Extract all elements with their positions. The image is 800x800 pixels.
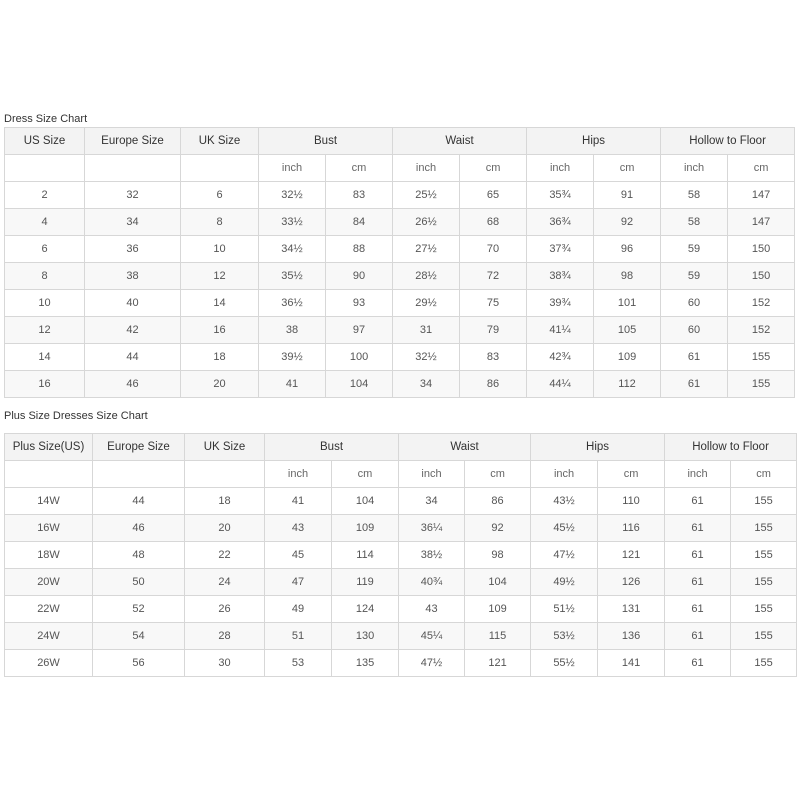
table-cell: 104 bbox=[332, 488, 399, 515]
table-row bbox=[5, 650, 797, 677]
table-cell: 48 bbox=[93, 542, 185, 569]
table-cell: 100 bbox=[326, 344, 393, 371]
table-cell: 115 bbox=[465, 623, 531, 650]
unit-cell-blank bbox=[185, 461, 265, 488]
table-cell: 36½ bbox=[259, 290, 326, 317]
unit-cell-blank bbox=[181, 155, 259, 182]
table-cell: 124 bbox=[332, 596, 399, 623]
table-cell: 119 bbox=[332, 569, 399, 596]
table-cell: 61 bbox=[665, 515, 731, 542]
table-cell: 38 bbox=[85, 263, 181, 290]
table-cell: 59 bbox=[661, 236, 728, 263]
unit-cm: cm bbox=[594, 155, 661, 182]
table-row bbox=[5, 371, 795, 398]
table-cell: 51 bbox=[265, 623, 332, 650]
table-cell: 45¼ bbox=[399, 623, 465, 650]
table-cell: 104 bbox=[465, 569, 531, 596]
unit-cm: cm bbox=[731, 461, 797, 488]
unit-cm: cm bbox=[598, 461, 665, 488]
table-cell: 152 bbox=[728, 290, 795, 317]
table-cell: 86 bbox=[465, 488, 531, 515]
table-cell: 8 bbox=[5, 263, 85, 290]
table-cell: 33½ bbox=[259, 209, 326, 236]
table-cell: 97 bbox=[326, 317, 393, 344]
table-cell: 91 bbox=[594, 182, 661, 209]
column-header: UK Size bbox=[185, 434, 265, 461]
unit-cm: cm bbox=[465, 461, 531, 488]
table-cell: 61 bbox=[665, 596, 731, 623]
table-cell: 61 bbox=[661, 344, 728, 371]
table-cell: 47 bbox=[265, 569, 332, 596]
table-cell: 70 bbox=[460, 236, 527, 263]
plus-size-chart-title: Plus Size Dresses Size Chart bbox=[4, 410, 148, 422]
column-header: UK Size bbox=[181, 128, 259, 155]
table-cell: 61 bbox=[665, 488, 731, 515]
table-cell: 28 bbox=[185, 623, 265, 650]
table-cell: 47½ bbox=[399, 650, 465, 677]
table-cell: 150 bbox=[728, 236, 795, 263]
table-cell: 37¾ bbox=[527, 236, 594, 263]
table-cell: 27½ bbox=[393, 236, 460, 263]
table-cell: 39¾ bbox=[527, 290, 594, 317]
column-header: Waist bbox=[393, 128, 527, 155]
table-cell: 45½ bbox=[531, 515, 598, 542]
table-cell: 12 bbox=[5, 317, 85, 344]
table-cell: 34 bbox=[399, 488, 465, 515]
table-cell: 46 bbox=[93, 515, 185, 542]
table-cell: 93 bbox=[326, 290, 393, 317]
table-cell: 29½ bbox=[393, 290, 460, 317]
table-cell: 49½ bbox=[531, 569, 598, 596]
table-cell: 109 bbox=[332, 515, 399, 542]
table-cell: 16 bbox=[5, 371, 85, 398]
table-cell: 35¾ bbox=[527, 182, 594, 209]
table-cell: 36 bbox=[85, 236, 181, 263]
table-cell: 40¾ bbox=[399, 569, 465, 596]
table-cell: 14 bbox=[5, 344, 85, 371]
table-cell: 16 bbox=[181, 317, 259, 344]
table-cell: 116 bbox=[598, 515, 665, 542]
table-cell: 26 bbox=[185, 596, 265, 623]
table-cell: 61 bbox=[665, 623, 731, 650]
table-cell: 92 bbox=[465, 515, 531, 542]
table-row bbox=[5, 317, 795, 344]
table-cell: 35½ bbox=[259, 263, 326, 290]
table-cell: 112 bbox=[594, 371, 661, 398]
table-cell: 155 bbox=[728, 344, 795, 371]
table-cell: 46 bbox=[85, 371, 181, 398]
table-cell: 72 bbox=[460, 263, 527, 290]
table-cell: 26½ bbox=[393, 209, 460, 236]
table-cell: 60 bbox=[661, 290, 728, 317]
table-cell: 44 bbox=[85, 344, 181, 371]
table-cell: 14 bbox=[181, 290, 259, 317]
table-cell: 25½ bbox=[393, 182, 460, 209]
table-cell: 105 bbox=[594, 317, 661, 344]
unit-cm: cm bbox=[326, 155, 393, 182]
table-cell: 155 bbox=[731, 542, 797, 569]
table-cell: 20 bbox=[185, 515, 265, 542]
table-cell: 88 bbox=[326, 236, 393, 263]
table-cell: 121 bbox=[598, 542, 665, 569]
table-cell: 121 bbox=[465, 650, 531, 677]
table-row bbox=[5, 596, 797, 623]
table-row bbox=[5, 515, 797, 542]
table-cell: 65 bbox=[460, 182, 527, 209]
table-row bbox=[5, 182, 795, 209]
column-header: Europe Size bbox=[85, 128, 181, 155]
table-cell: 10 bbox=[181, 236, 259, 263]
table-cell: 22 bbox=[185, 542, 265, 569]
table-cell: 98 bbox=[465, 542, 531, 569]
table-cell: 42 bbox=[85, 317, 181, 344]
table-cell: 39½ bbox=[259, 344, 326, 371]
column-header: Bust bbox=[259, 128, 393, 155]
table-cell: 60 bbox=[661, 317, 728, 344]
unit-cm: cm bbox=[728, 155, 795, 182]
table-row bbox=[5, 569, 797, 596]
table-cell: 109 bbox=[465, 596, 531, 623]
table-cell: 54 bbox=[93, 623, 185, 650]
table-cell: 34½ bbox=[259, 236, 326, 263]
table-cell: 36¾ bbox=[527, 209, 594, 236]
column-header: Hips bbox=[527, 128, 661, 155]
table-cell: 38¾ bbox=[527, 263, 594, 290]
table-cell: 38 bbox=[259, 317, 326, 344]
table-cell: 61 bbox=[665, 650, 731, 677]
table-cell: 38½ bbox=[399, 542, 465, 569]
column-header: US Size bbox=[5, 128, 85, 155]
table-cell: 20W bbox=[5, 569, 93, 596]
table-cell: 92 bbox=[594, 209, 661, 236]
table-cell: 61 bbox=[661, 371, 728, 398]
table-cell: 79 bbox=[460, 317, 527, 344]
table-cell: 68 bbox=[460, 209, 527, 236]
table-cell: 152 bbox=[728, 317, 795, 344]
table-cell: 75 bbox=[460, 290, 527, 317]
table-cell: 10 bbox=[5, 290, 85, 317]
table-cell: 26W bbox=[5, 650, 93, 677]
unit-cell-blank bbox=[93, 461, 185, 488]
table-cell: 14W bbox=[5, 488, 93, 515]
unit-inch: inch bbox=[531, 461, 598, 488]
table-cell: 43 bbox=[399, 596, 465, 623]
table-cell: 52 bbox=[93, 596, 185, 623]
table-cell: 40 bbox=[85, 290, 181, 317]
unit-cell-blank bbox=[85, 155, 181, 182]
table-cell: 155 bbox=[728, 371, 795, 398]
table-cell: 47½ bbox=[531, 542, 598, 569]
table-cell: 6 bbox=[5, 236, 85, 263]
column-header: Bust bbox=[265, 434, 399, 461]
table-cell: 41 bbox=[265, 488, 332, 515]
table-cell: 12 bbox=[181, 263, 259, 290]
table-cell: 147 bbox=[728, 182, 795, 209]
table-cell: 114 bbox=[332, 542, 399, 569]
table-cell: 150 bbox=[728, 263, 795, 290]
table-cell: 50 bbox=[93, 569, 185, 596]
table-cell: 6 bbox=[181, 182, 259, 209]
table-cell: 53 bbox=[265, 650, 332, 677]
column-header: Hips bbox=[531, 434, 665, 461]
table-cell: 42¾ bbox=[527, 344, 594, 371]
table-cell: 130 bbox=[332, 623, 399, 650]
dress-size-chart-title: Dress Size Chart bbox=[4, 113, 88, 125]
table-cell: 18 bbox=[181, 344, 259, 371]
table-cell: 147 bbox=[728, 209, 795, 236]
table-cell: 44 bbox=[93, 488, 185, 515]
table-cell: 49 bbox=[265, 596, 332, 623]
table-cell: 30 bbox=[185, 650, 265, 677]
table-cell: 43½ bbox=[531, 488, 598, 515]
table-cell: 8 bbox=[181, 209, 259, 236]
table-cell: 43 bbox=[265, 515, 332, 542]
table-cell: 155 bbox=[731, 569, 797, 596]
unit-inch: inch bbox=[259, 155, 326, 182]
table-cell: 155 bbox=[731, 596, 797, 623]
table-cell: 101 bbox=[594, 290, 661, 317]
table-cell: 36¼ bbox=[399, 515, 465, 542]
table-cell: 98 bbox=[594, 263, 661, 290]
table-cell: 44¼ bbox=[527, 371, 594, 398]
table-cell: 61 bbox=[665, 542, 731, 569]
table-cell: 2 bbox=[5, 182, 85, 209]
unit-cm: cm bbox=[332, 461, 399, 488]
table-cell: 24W bbox=[5, 623, 93, 650]
table-cell: 90 bbox=[326, 263, 393, 290]
table-cell: 32½ bbox=[393, 344, 460, 371]
table-cell: 58 bbox=[661, 182, 728, 209]
table-cell: 24 bbox=[185, 569, 265, 596]
column-header: Europe Size bbox=[93, 434, 185, 461]
table-cell: 126 bbox=[598, 569, 665, 596]
column-header: Plus Size(US) bbox=[5, 434, 93, 461]
table-cell: 104 bbox=[326, 371, 393, 398]
table-row bbox=[5, 290, 795, 317]
unit-cell-blank bbox=[5, 461, 93, 488]
table-cell: 53½ bbox=[531, 623, 598, 650]
table-row bbox=[5, 488, 797, 515]
table-cell: 18W bbox=[5, 542, 93, 569]
unit-cm: cm bbox=[460, 155, 527, 182]
unit-inch: inch bbox=[527, 155, 594, 182]
table-cell: 155 bbox=[731, 650, 797, 677]
unit-inch: inch bbox=[393, 155, 460, 182]
table-row bbox=[5, 209, 795, 236]
table-cell: 20 bbox=[181, 371, 259, 398]
table-cell: 34 bbox=[393, 371, 460, 398]
unit-inch: inch bbox=[661, 155, 728, 182]
table-cell: 41¼ bbox=[527, 317, 594, 344]
table-cell: 18 bbox=[185, 488, 265, 515]
table-cell: 16W bbox=[5, 515, 93, 542]
table-cell: 83 bbox=[326, 182, 393, 209]
table-row bbox=[5, 344, 795, 371]
unit-cell-blank bbox=[5, 155, 85, 182]
table-cell: 155 bbox=[731, 488, 797, 515]
table-cell: 135 bbox=[332, 650, 399, 677]
table-cell: 110 bbox=[598, 488, 665, 515]
table-row bbox=[5, 263, 795, 290]
table-cell: 22W bbox=[5, 596, 93, 623]
table-cell: 4 bbox=[5, 209, 85, 236]
table-cell: 83 bbox=[460, 344, 527, 371]
unit-row bbox=[5, 155, 795, 182]
table-cell: 45 bbox=[265, 542, 332, 569]
table-cell: 32½ bbox=[259, 182, 326, 209]
table-cell: 58 bbox=[661, 209, 728, 236]
table-cell: 136 bbox=[598, 623, 665, 650]
dress-size-table bbox=[4, 127, 795, 398]
column-header: Waist bbox=[399, 434, 531, 461]
column-header: Hollow to Floor bbox=[661, 128, 795, 155]
table-cell: 28½ bbox=[393, 263, 460, 290]
unit-inch: inch bbox=[265, 461, 332, 488]
table-row bbox=[5, 542, 797, 569]
table-cell: 155 bbox=[731, 515, 797, 542]
table-cell: 34 bbox=[85, 209, 181, 236]
column-header: Hollow to Floor bbox=[665, 434, 797, 461]
table-cell: 51½ bbox=[531, 596, 598, 623]
table-cell: 109 bbox=[594, 344, 661, 371]
table-cell: 131 bbox=[598, 596, 665, 623]
table-row bbox=[5, 236, 795, 263]
table-cell: 141 bbox=[598, 650, 665, 677]
table-header-row bbox=[5, 128, 795, 155]
table-cell: 155 bbox=[731, 623, 797, 650]
table-cell: 56 bbox=[93, 650, 185, 677]
table-cell: 41 bbox=[259, 371, 326, 398]
unit-inch: inch bbox=[399, 461, 465, 488]
unit-row bbox=[5, 461, 797, 488]
table-cell: 59 bbox=[661, 263, 728, 290]
table-cell: 86 bbox=[460, 371, 527, 398]
unit-inch: inch bbox=[665, 461, 731, 488]
table-cell: 96 bbox=[594, 236, 661, 263]
table-cell: 31 bbox=[393, 317, 460, 344]
table-row bbox=[5, 623, 797, 650]
plus-size-table bbox=[4, 433, 797, 677]
table-cell: 55½ bbox=[531, 650, 598, 677]
table-cell: 61 bbox=[665, 569, 731, 596]
table-header-row bbox=[5, 434, 797, 461]
table-cell: 32 bbox=[85, 182, 181, 209]
table-cell: 84 bbox=[326, 209, 393, 236]
